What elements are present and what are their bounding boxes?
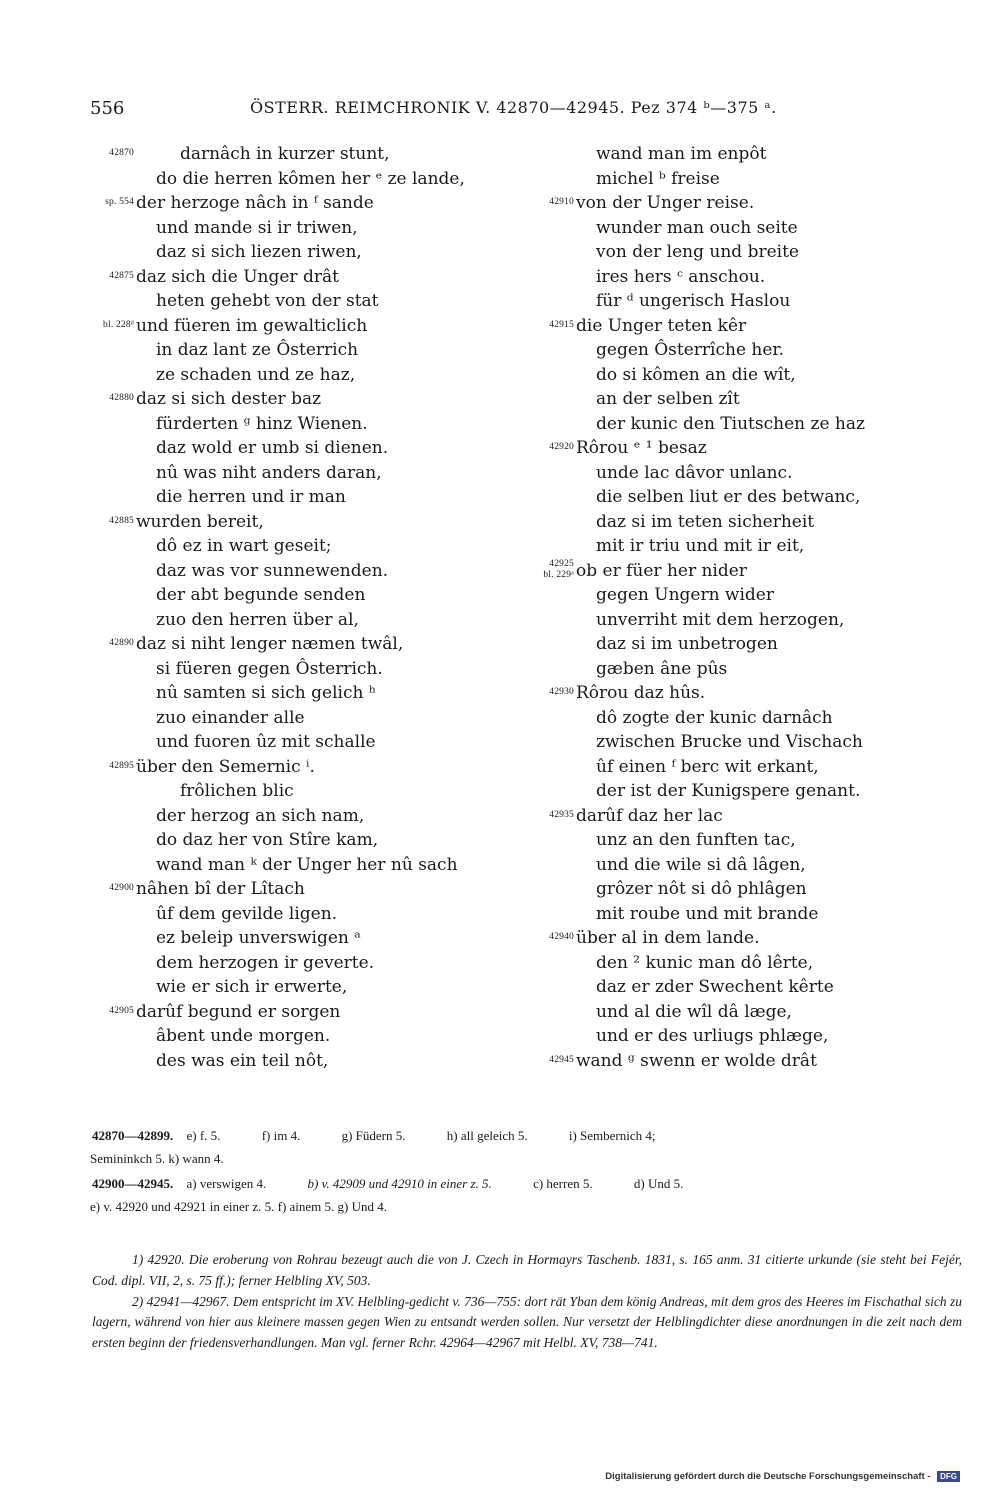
verse-text: Rôrou daz hûs. xyxy=(576,683,706,703)
digitization-credit xyxy=(605,1471,960,1482)
apparatus-row-1-cont: Semininkch 5. k) wann 4. xyxy=(90,1151,224,1166)
verse-line xyxy=(528,142,968,167)
verse-text: daz was vor sunnewenden. xyxy=(156,560,389,581)
line-marker: 42915 xyxy=(549,319,574,330)
line-marker: 42930 xyxy=(549,687,574,697)
verse-text: über den Semernic ⁱ. xyxy=(136,756,315,777)
verse-line xyxy=(528,828,968,853)
line-marker: 42925 bl. 229ᵃ xyxy=(543,558,574,580)
verse-line xyxy=(528,265,968,290)
verse-text: mit ir triu und mit ir eit, xyxy=(596,536,805,556)
verse-text: und al die wîl dâ læge, xyxy=(596,1001,792,1022)
line-marker: 42880 xyxy=(109,393,134,403)
right-verse-column xyxy=(528,142,968,1073)
verse-line xyxy=(88,583,528,608)
verse-text: von der leng und breite xyxy=(596,242,799,262)
footnote-1: 1) 42920. Die eroberung von Rohrau bezeugt auch die von J. Czech in Hormayrs Taschenb. 1831, s. 165 anm. 31 citierte urkunde (sie steht bei Fejér, Cod. dipl. VII, 2, s. 75 ff.); ferner Helbling XV, 503. xyxy=(92,1252,962,1288)
apparatus-item: a) verswigen 4. xyxy=(186,1176,267,1191)
verse-text: do die herren kômen her ᵉ ze lande, xyxy=(156,168,465,189)
verse-line xyxy=(88,534,528,559)
verse-line xyxy=(88,975,528,1000)
verse-text: michel ᵇ freise xyxy=(596,168,720,189)
verse-text: daz sich die Unger drât xyxy=(136,266,339,287)
verse-text: grôzer nôt si dô phlâgen xyxy=(596,879,807,899)
apparatus-item: i) Sembernich 4; xyxy=(568,1128,656,1143)
line-marker: 42910 xyxy=(549,197,574,207)
verse-line xyxy=(528,338,968,363)
line-marker: 42875 xyxy=(109,270,134,281)
verse-line xyxy=(528,608,968,633)
verse-line xyxy=(528,191,968,216)
verse-text: nû was niht anders daran, xyxy=(156,462,382,483)
verse-text: von der Unger reise. xyxy=(576,193,755,213)
verse-line xyxy=(88,240,528,265)
credit-text: Digitalisierung gefördert durch die Deutsche Forschungsgemeinschaft - xyxy=(605,1471,931,1482)
verse-line xyxy=(528,240,968,265)
verse-text: mit roube und mit brande xyxy=(596,903,819,924)
running-title: ÖSTERR. REIMCHRONIK V. 42870—42945. Pez 374 ᵇ—375 ᵃ. xyxy=(250,98,777,117)
apparatus-item: e) f. 5. xyxy=(186,1128,221,1143)
verse-text: dem herzogen ir geverte. xyxy=(156,952,375,973)
verse-line xyxy=(88,167,528,192)
verse-line xyxy=(88,706,528,731)
verse-text: fürderten ᵍ hinz Wienen. xyxy=(156,413,368,434)
verse-line xyxy=(88,755,528,780)
verse-line xyxy=(528,657,968,682)
verse-text: ires hers ᶜ anschou. xyxy=(596,266,766,287)
verse-line xyxy=(528,1024,968,1049)
verse-text: der herzoge nâch in ᶠ sande xyxy=(136,193,374,213)
verse-text: ob er füer her nider xyxy=(576,560,747,581)
line-marker: 42870 xyxy=(109,148,134,158)
verse-text: an der selben zît xyxy=(596,389,740,409)
line-marker: 42945 xyxy=(549,1054,574,1065)
verse-line xyxy=(528,461,968,486)
verse-line xyxy=(528,975,968,1000)
verse-line xyxy=(88,877,528,902)
page-number: 556 xyxy=(90,98,125,119)
verse-line xyxy=(88,779,528,804)
verse-line xyxy=(88,559,528,584)
apparatus-row-2-cont: e) v. 42920 und 42921 in einer z. 5. f) ainem 5. g) Und 4. xyxy=(90,1199,388,1214)
verse-text: ûf einen ᶠ berc wit erkant, xyxy=(596,756,819,777)
verse-text: ez beleip unverswigen ᵃ xyxy=(156,928,361,948)
verse-line xyxy=(528,706,968,731)
verse-text: heten gehebt von der stat xyxy=(156,291,379,311)
verse-text: daz si sich dester baz xyxy=(136,389,322,409)
verse-text: Rôrou ᵉ ¹ besaz xyxy=(576,438,707,458)
page-header xyxy=(90,98,920,122)
apparatus-row-2 xyxy=(92,1172,962,1195)
line-marker: 42940 xyxy=(549,932,574,942)
verse-text: die herren und ir man xyxy=(156,487,346,507)
verse-text: und füeren im gewalticlich xyxy=(136,315,368,336)
verse-text: nâhen bî der Lîtach xyxy=(136,879,305,899)
verse-line xyxy=(88,804,528,829)
verse-line xyxy=(88,338,528,363)
apparatus-item: h) all geleich 5. xyxy=(446,1128,528,1143)
verse-line xyxy=(528,534,968,559)
verse-text: die Unger teten kêr xyxy=(576,315,747,336)
line-marker: 42890 xyxy=(109,638,134,648)
verse-line xyxy=(88,828,528,853)
verse-line xyxy=(88,216,528,241)
verse-text: zuo einander alle xyxy=(156,707,305,728)
verse-line xyxy=(528,387,968,412)
verse-text: ze schaden und ze haz, xyxy=(156,364,356,385)
verse-text: wand man ᵏ der Unger her nû sach xyxy=(156,854,458,875)
verse-line xyxy=(528,1049,968,1074)
verse-line xyxy=(88,951,528,976)
verse-text: darûf begund er sorgen xyxy=(136,1001,341,1022)
verse-line xyxy=(528,289,968,314)
verse-text: des was ein teil nôt, xyxy=(156,1050,329,1071)
line-marker: sp. 554 xyxy=(105,197,134,207)
apparatus-item: c) herren 5. xyxy=(533,1176,593,1191)
verse-line xyxy=(88,265,528,290)
apparatus-item: d) Und 5. xyxy=(633,1176,684,1191)
verse-text: gegen Ôsterrîche her. xyxy=(596,340,785,360)
verse-line xyxy=(88,191,528,216)
verse-line xyxy=(88,412,528,437)
verse-text: nû samten si sich gelich ʰ xyxy=(156,683,377,703)
verse-text: und mande si ir triwen, xyxy=(156,217,358,238)
verse-line xyxy=(88,485,528,510)
line-marker: 42920 xyxy=(549,442,574,452)
verse-line xyxy=(528,314,968,339)
line-marker: 42900 xyxy=(109,883,134,893)
verse-text: der kunic den Tiutschen ze haz xyxy=(596,413,865,434)
verse-line xyxy=(88,730,528,755)
verse-line xyxy=(88,142,528,167)
line-marker: 42885 xyxy=(109,515,134,526)
apparatus-row-1 xyxy=(92,1124,962,1147)
verse-line xyxy=(88,461,528,486)
verse-text: daz si sich liezen riwen, xyxy=(156,242,362,262)
verse-line xyxy=(528,363,968,388)
verse-line xyxy=(88,510,528,535)
verse-text: âbent unde morgen. xyxy=(156,1026,331,1046)
verse-line xyxy=(88,608,528,633)
verse-text: für ᵈ ungerisch Haslou xyxy=(596,291,791,311)
footnote-2: 2) 42941—42967. Dem entspricht im XV. Helbling-gedicht v. 736—755: dort rät Yban dem könig Andreas, mit dem gros des Heeres im Fischathal sich zu lagern, während von hier aus kleinere massen gegen Wien zu entsandt werden sollen. Nur versetzt der Helblingdichter diese anordnungen in die zeit nach dem ersten beginn der friedensverhandlungen. Man vgl. ferner Rchr. 42964—42967 mit Helbl. XV, 738—741. xyxy=(92,1293,962,1351)
line-marker: 42895 xyxy=(109,760,134,771)
verse-line xyxy=(88,387,528,412)
verse-text: daz wold er umb si dienen. xyxy=(156,438,389,458)
verse-line xyxy=(88,902,528,927)
verse-line xyxy=(88,1049,528,1074)
line-marker: 42935 xyxy=(549,809,574,820)
verse-line xyxy=(88,853,528,878)
verse-line xyxy=(88,1000,528,1025)
line-marker: 42905 xyxy=(109,1005,134,1016)
verse-text: darnâch in kurzer stunt, xyxy=(180,144,390,164)
verse-text: daz si im unbetrogen xyxy=(596,634,778,654)
verse-text: wurden bereit, xyxy=(136,511,264,532)
verse-line xyxy=(88,289,528,314)
verse-text: wunder man ouch seite xyxy=(596,217,798,238)
dfg-logo-icon: DFG xyxy=(937,1471,960,1482)
line-marker: bl. 228ᵈ xyxy=(103,319,134,330)
verse-text: gæben âne pûs xyxy=(596,658,728,679)
verse-line xyxy=(528,485,968,510)
verse-text: dô ez in wart geseit; xyxy=(156,536,332,556)
verse-line xyxy=(528,632,968,657)
verse-text: zuo den herren über al, xyxy=(156,609,359,630)
verse-text: darûf daz her lac xyxy=(576,805,723,826)
verse-line xyxy=(528,853,968,878)
critical-apparatus xyxy=(92,1124,962,1218)
verse-line xyxy=(88,657,528,682)
verse-text: wand ᵍ swenn er wolde drât xyxy=(576,1050,817,1071)
verse-line xyxy=(88,681,528,706)
verse-line xyxy=(528,902,968,927)
verse-line xyxy=(528,755,968,780)
verse-line xyxy=(528,510,968,535)
verse-text: die selben liut er des betwanc, xyxy=(596,487,861,507)
left-verse-column xyxy=(88,142,528,1073)
verse-text: daz er zder Swechent kêrte xyxy=(596,977,834,997)
verse-line xyxy=(88,363,528,388)
verse-text: daz si niht lenger næmen twâl, xyxy=(136,634,404,654)
verse-text: der abt begunde senden xyxy=(156,585,366,605)
verse-line xyxy=(88,436,528,461)
verse-text: frôlichen blic xyxy=(180,781,294,801)
verse-text: der ist der Kunigspere genant. xyxy=(596,781,861,801)
verse-line xyxy=(528,951,968,976)
verse-text: wie er sich ir erwerte, xyxy=(156,977,348,997)
apparatus-range-2: 42900—42945. xyxy=(92,1176,174,1191)
verse-line xyxy=(528,804,968,829)
apparatus-range-1: 42870—42899. xyxy=(92,1128,174,1143)
verse-text: do daz her von Stîre kam, xyxy=(156,830,379,850)
apparatus-item: b) v. 42909 und 42910 in einer z. 5. xyxy=(307,1176,492,1191)
verse-text: in daz lant ze Ôsterrich xyxy=(156,340,359,360)
verse-text: und die wile si dâ lâgen, xyxy=(596,854,806,875)
verse-text: unverriht mit dem herzogen, xyxy=(596,609,845,630)
verse-text: ûf dem gevilde ligen. xyxy=(156,903,338,924)
verse-text: den ² kunic man dô lêrte, xyxy=(596,952,814,973)
verse-text: und er des urliugs phlæge, xyxy=(596,1026,829,1046)
verse-text: wand man im enpôt xyxy=(596,144,767,164)
verse-text: unz an den funften tac, xyxy=(596,830,796,850)
verse-line xyxy=(88,1024,528,1049)
verse-line xyxy=(528,730,968,755)
verse-text: daz si im teten sicherheit xyxy=(596,511,815,532)
verse-text: unde lac dâvor unlanc. xyxy=(596,462,793,483)
verse-line xyxy=(528,436,968,461)
verse-line xyxy=(528,412,968,437)
verse-text: der herzog an sich nam, xyxy=(156,805,365,826)
verse-line xyxy=(88,314,528,339)
verse-line xyxy=(528,877,968,902)
verse-line xyxy=(88,632,528,657)
verse-text: und fuoren ûz mit schalle xyxy=(156,732,376,752)
verse-text: gegen Ungern wider xyxy=(596,585,774,605)
verse-text: dô zogte der kunic darnâch xyxy=(596,707,833,728)
verse-text: do si kômen an die wît, xyxy=(596,364,796,385)
verse-line xyxy=(528,216,968,241)
verse-line xyxy=(528,681,968,706)
verse-line xyxy=(528,167,968,192)
verse-line xyxy=(528,779,968,804)
apparatus-item: f) im 4. xyxy=(261,1128,301,1143)
verse-text: über al in dem lande. xyxy=(576,928,760,948)
apparatus-item: g) Füdern 5. xyxy=(341,1128,406,1143)
verse-line xyxy=(88,926,528,951)
footnotes xyxy=(92,1250,962,1354)
verse-text: zwischen Brucke und Vischach xyxy=(596,732,863,752)
verse-line xyxy=(528,926,968,951)
verse-text: si füeren gegen Ôsterrich. xyxy=(156,658,383,679)
verse-line xyxy=(528,1000,968,1025)
verse-line xyxy=(528,583,968,608)
verse-line xyxy=(528,559,968,584)
